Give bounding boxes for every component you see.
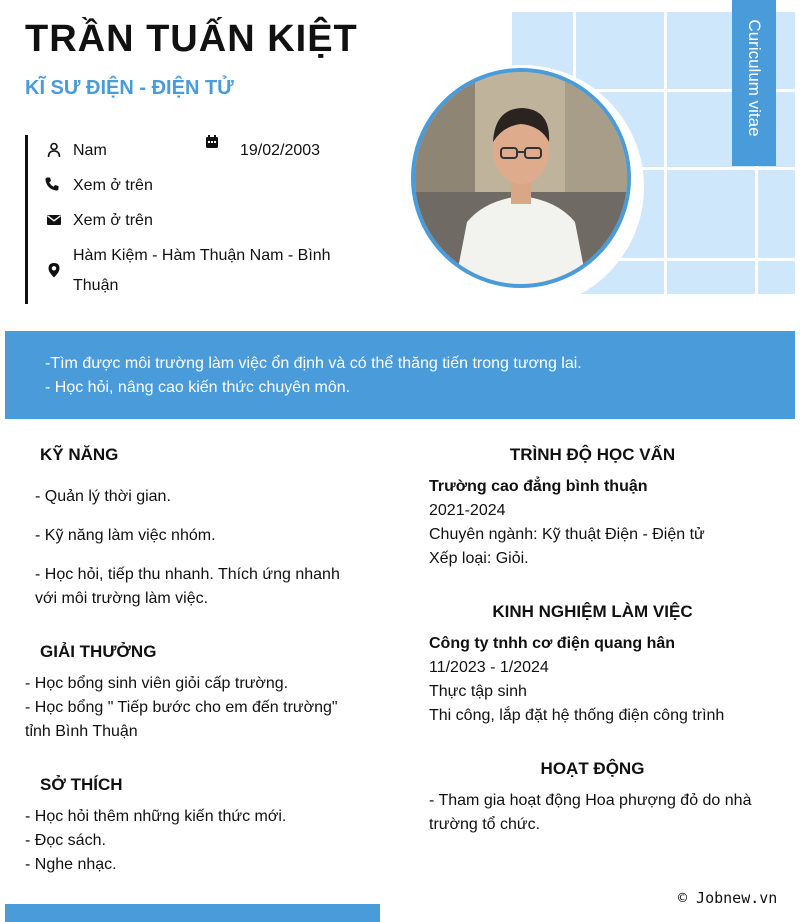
skill-item-3-line-2: với môi trường làm việc. bbox=[35, 590, 209, 607]
awards-heading: GIẢI THƯỞNG bbox=[40, 642, 157, 661]
hobby-line-1: - Học hỏi thêm những kiến thức mới. bbox=[25, 808, 287, 825]
hobby-line-2: - Đọc sách. bbox=[25, 832, 106, 849]
experience-company: Công ty tnhh cơ điện quang hân bbox=[429, 635, 676, 652]
objective-line-2: - Học hỏi, nâng cao kiến thức chuyên môn. bbox=[45, 379, 351, 396]
activity-line-2: trường tổ chức. bbox=[429, 816, 541, 833]
calendar-icon bbox=[203, 133, 221, 151]
person-icon bbox=[45, 141, 63, 159]
cv-label: Curiculum vitae bbox=[745, 19, 764, 137]
experience-description: Thi công, lắp đặt hệ thống điện công trình bbox=[429, 707, 725, 724]
address-line-1: Hàm Kiệm - Hàm Thuận Nam - Bình bbox=[73, 247, 331, 264]
gender-value: Nam bbox=[73, 142, 107, 159]
objective-band bbox=[5, 331, 795, 419]
skills-heading: KỸ NĂNG bbox=[40, 445, 119, 464]
experience-heading: KINH NGHIỆM LÀM VIỆC bbox=[492, 602, 693, 621]
avatar bbox=[411, 68, 631, 288]
candidate-name: TRẦN TUẤN KIỆT bbox=[25, 18, 358, 60]
location-icon bbox=[45, 261, 63, 279]
email-value: Xem ở trên bbox=[73, 212, 153, 229]
activities-heading: HOẠT ĐỘNG bbox=[540, 759, 645, 778]
award-line-1: - Học bổng sinh viên giỏi cấp trường. bbox=[25, 675, 289, 692]
phone-value: Xem ở trên bbox=[73, 177, 153, 194]
email-icon bbox=[45, 211, 63, 229]
phone-icon bbox=[43, 175, 61, 193]
site-credit: © Jobnew.vn bbox=[678, 889, 778, 907]
experience-period: 11/2023 - 1/2024 bbox=[429, 659, 549, 676]
experience-position: Thực tập sinh bbox=[429, 683, 527, 700]
footer-bar bbox=[5, 904, 380, 922]
activity-line-1: - Tham gia hoạt động Hoa phượng đỏ do nhà bbox=[429, 792, 752, 809]
hobbies-heading: SỞ THÍCH bbox=[40, 775, 123, 794]
portrait-photo bbox=[415, 72, 627, 284]
education-major: Chuyên ngành: Kỹ thuật Điện - Điện tử bbox=[429, 526, 705, 543]
skill-item-2: - Kỹ năng làm việc nhóm. bbox=[35, 527, 216, 544]
education-school: Trường cao đẳng bình thuận bbox=[429, 478, 648, 495]
education-heading: TRÌNH ĐỘ HỌC VẤN bbox=[509, 445, 676, 464]
info-divider bbox=[25, 135, 28, 304]
objective-line-1: -Tìm được môi trường làm việc ổn định và có thể thăng tiến trong tương lai. bbox=[45, 355, 582, 372]
hobby-line-3: - Nghe nhạc. bbox=[25, 856, 117, 873]
award-line-2: - Học bổng " Tiếp bước cho em đến trường" bbox=[25, 699, 338, 716]
candidate-role: KĨ SƯ ĐIỆN - ĐIỆN TỬ bbox=[25, 77, 234, 99]
skill-item-1: - Quản lý thời gian. bbox=[35, 488, 171, 505]
birthdate-value: 19/02/2003 bbox=[240, 142, 321, 159]
award-line-3: tỉnh Bình Thuận bbox=[25, 723, 138, 740]
address-line-2: Thuận bbox=[73, 277, 119, 294]
education-grade: Xếp loại: Giỏi. bbox=[429, 550, 529, 567]
education-years: 2021-2024 bbox=[429, 502, 506, 519]
skill-item-3-line-1: - Học hỏi, tiếp thu nhanh. Thích ứng nhanh bbox=[35, 566, 340, 583]
cv-tab bbox=[732, 0, 776, 166]
